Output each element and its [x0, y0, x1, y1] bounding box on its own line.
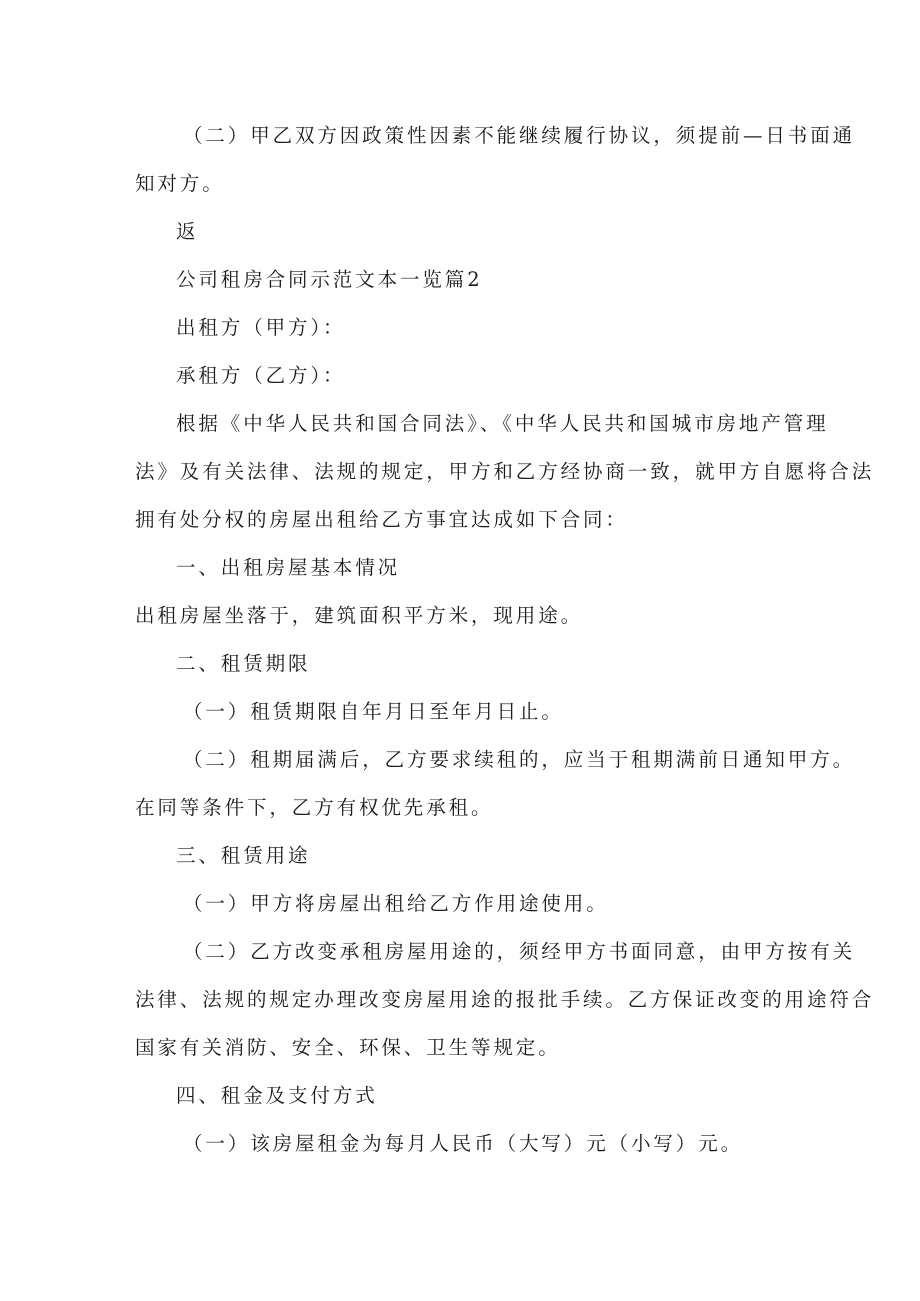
clause-change-use-cont-1: 法律、法规的规定办理改变房屋用途的报批手续。乙方保证改变的用途符合 — [135, 988, 875, 1011]
return-link-text: 返 — [176, 220, 199, 243]
clause-rent-amount: （一）该房屋租金为每月人民币（大写）元（小写）元。 — [183, 1132, 744, 1155]
heading-lease-use: 三、租赁用途 — [176, 844, 311, 867]
paragraph-location: 出租房屋坐落于，建筑面积平方米，现用途。 — [135, 604, 584, 627]
heading-basic-info: 一、出租房屋基本情况 — [176, 556, 401, 579]
paragraph-preamble-cont-2: 拥有处分权的房屋出租给乙方事宜达成如下合同： — [135, 508, 628, 531]
heading-lease-term: 二、租赁期限 — [176, 652, 311, 675]
clause-change-use: （二）乙方改变承租房屋用途的，须经甲方书面同意，由甲方按有关 — [183, 940, 856, 963]
paragraph-preamble-cont-1: 法》及有关法律、法规的规定，甲方和乙方经协商一致，就甲方自愿将合法 — [135, 460, 875, 483]
clause-term-period: （一）租赁期限自年月日至年月日止。 — [183, 700, 564, 723]
paragraph-termination-notice-cont: 知对方。 — [135, 172, 225, 195]
clause-renewal: （二）租期届满后，乙方要求续租的，应当于租期满前日通知甲方。 — [183, 748, 856, 771]
paragraph-preamble: 根据《中华人民共和国合同法》、《中华人民共和国城市房地产管理 — [176, 412, 829, 435]
clause-use: （一）甲方将房屋出租给乙方作用途使用。 — [183, 892, 609, 915]
lessee-field: 承租方（乙方）： — [176, 364, 346, 387]
clause-renewal-cont: 在同等条件下，乙方有权优先承租。 — [135, 796, 494, 819]
heading-rent-payment: 四、租金及支付方式 — [176, 1084, 378, 1107]
lessor-field: 出租方（甲方）： — [176, 316, 346, 339]
paragraph-termination-notice: （二）甲乙双方因政策性因素不能继续履行协议，须提前—日书面通 — [183, 124, 856, 147]
clause-change-use-cont-2: 国家有关消防、安全、环保、卫生等规定。 — [135, 1036, 561, 1059]
section-title: 公司租房合同示范文本一览篇2 — [176, 268, 483, 291]
